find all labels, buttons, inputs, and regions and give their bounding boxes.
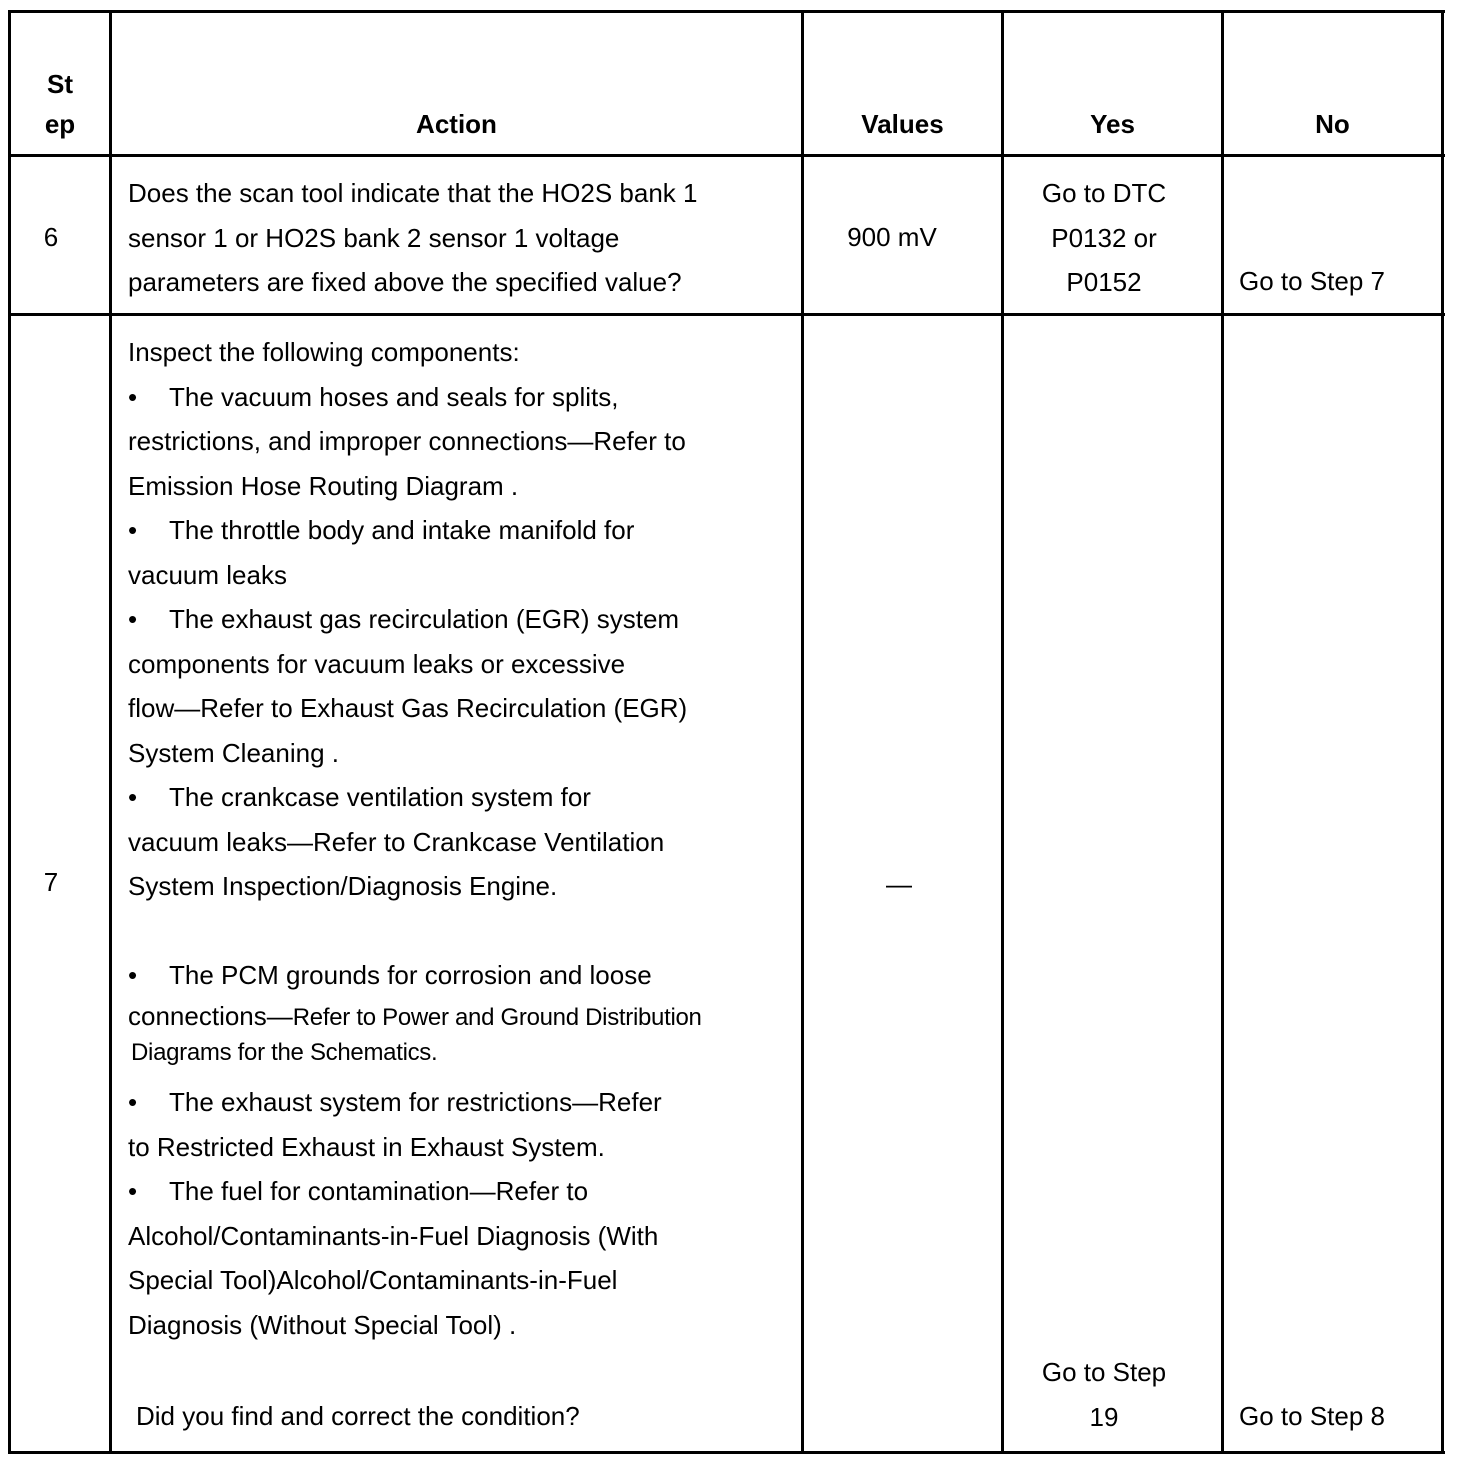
- header-step-line2: ep: [44, 109, 76, 139]
- header-divider: [8, 154, 1445, 157]
- table-border-top: [8, 10, 1445, 13]
- list-item-line[interactable]: System Inspection/Diagnosis Engine.: [128, 871, 558, 901]
- list-item-line[interactable]: Special Tool)Alcohol/Contaminants-in-Fuel: [128, 1265, 618, 1295]
- column-divider: [1221, 10, 1224, 1454]
- column-divider: [109, 10, 112, 1454]
- question-text: Did you find and correct the condition?: [136, 1401, 580, 1431]
- list-item-line[interactable]: Diagnosis (Without Special Tool) .: [128, 1309, 517, 1340]
- bullet-icon: •: [128, 959, 138, 990]
- bullet-icon: •: [128, 515, 138, 545]
- yes-link[interactable]: [1004, 1350, 1204, 1439]
- header-yes: Yes: [1090, 109, 1135, 139]
- step-number: 7: [43, 867, 59, 897]
- yes-line: 19: [1089, 1401, 1119, 1432]
- list-item-line[interactable]: vacuum leaks—Refer to Crankcase Ventilation: [128, 826, 665, 857]
- yes-line: Go to Step: [1041, 1357, 1167, 1387]
- bullet-icon: •: [128, 1176, 138, 1206]
- action-intro: Inspect the following components:: [128, 337, 520, 367]
- header-step: [11, 64, 109, 144]
- list-item-line[interactable]: flow—Refer to Exhaust Gas Recirculation (EGR): [128, 693, 688, 723]
- table-border-right: [1441, 10, 1444, 1454]
- header-values: Values: [861, 109, 944, 139]
- list-item-line: components for vacuum leaks or excessive: [128, 648, 626, 679]
- action-line: parameters are fixed above the specified value?: [128, 267, 682, 297]
- yes-line: P0152: [1066, 267, 1142, 297]
- list-item-line[interactable]: connections—Refer to Power and Ground Distribution: [128, 1001, 702, 1031]
- list-item: • The PCM grounds for corrosion and loose: [128, 953, 702, 998]
- list-item-line[interactable]: Diagrams for the Schematics.: [131, 1039, 438, 1066]
- no-link[interactable]: Go to Step 8: [1239, 1401, 1385, 1431]
- bullet-icon: •: [128, 381, 138, 412]
- action-line: Does the scan tool indicate that the HO2S bank 1: [128, 178, 698, 208]
- action-text: [128, 330, 702, 1347]
- value-text: 900 mV: [847, 222, 937, 252]
- yes-line: P0132 or: [1051, 222, 1157, 253]
- header-action: Action: [416, 109, 497, 139]
- list-item: • The vacuum hoses and seals for splits,: [128, 375, 702, 420]
- yes-link[interactable]: [1004, 171, 1204, 305]
- step-number: 6: [43, 222, 59, 252]
- list-item: • The exhaust system for restrictions—Refer: [128, 1080, 702, 1125]
- list-item-line[interactable]: restrictions, and improper connections—Refer to: [128, 426, 686, 456]
- no-link[interactable]: Go to Step 7: [1239, 266, 1385, 296]
- list-item-line[interactable]: to Restricted Exhaust in Exhaust System.: [128, 1131, 605, 1162]
- yes-line: Go to DTC: [1041, 178, 1167, 208]
- list-item: • The fuel for contamination—Refer to: [128, 1169, 702, 1214]
- list-item: • The throttle body and intake manifold for: [128, 508, 702, 553]
- list-item-line[interactable]: Alcohol/Contaminants-in-Fuel Diagnosis (With: [128, 1220, 659, 1251]
- value-text: —: [886, 869, 912, 899]
- bullet-icon: •: [128, 604, 138, 634]
- list-item-line: vacuum leaks: [128, 559, 287, 590]
- row-divider: [8, 313, 1445, 316]
- header-no: No: [1315, 109, 1350, 139]
- list-item-line[interactable]: System Cleaning .: [128, 737, 339, 768]
- list-item-line[interactable]: Emission Hose Routing Diagram .: [128, 470, 519, 501]
- action-line: sensor 1 or HO2S bank 2 sensor 1 voltage: [128, 222, 620, 253]
- list-item: • The exhaust gas recirculation (EGR) system: [128, 597, 702, 642]
- list-item: • The crankcase ventilation system for: [128, 775, 702, 820]
- bullet-icon: •: [128, 1087, 138, 1117]
- action-text: [128, 171, 697, 305]
- header-step-line1: St: [47, 69, 73, 99]
- spacer: [128, 1071, 702, 1080]
- table-border-bottom: [8, 1451, 1445, 1454]
- spacer: [128, 909, 702, 953]
- bullet-icon: •: [128, 782, 138, 812]
